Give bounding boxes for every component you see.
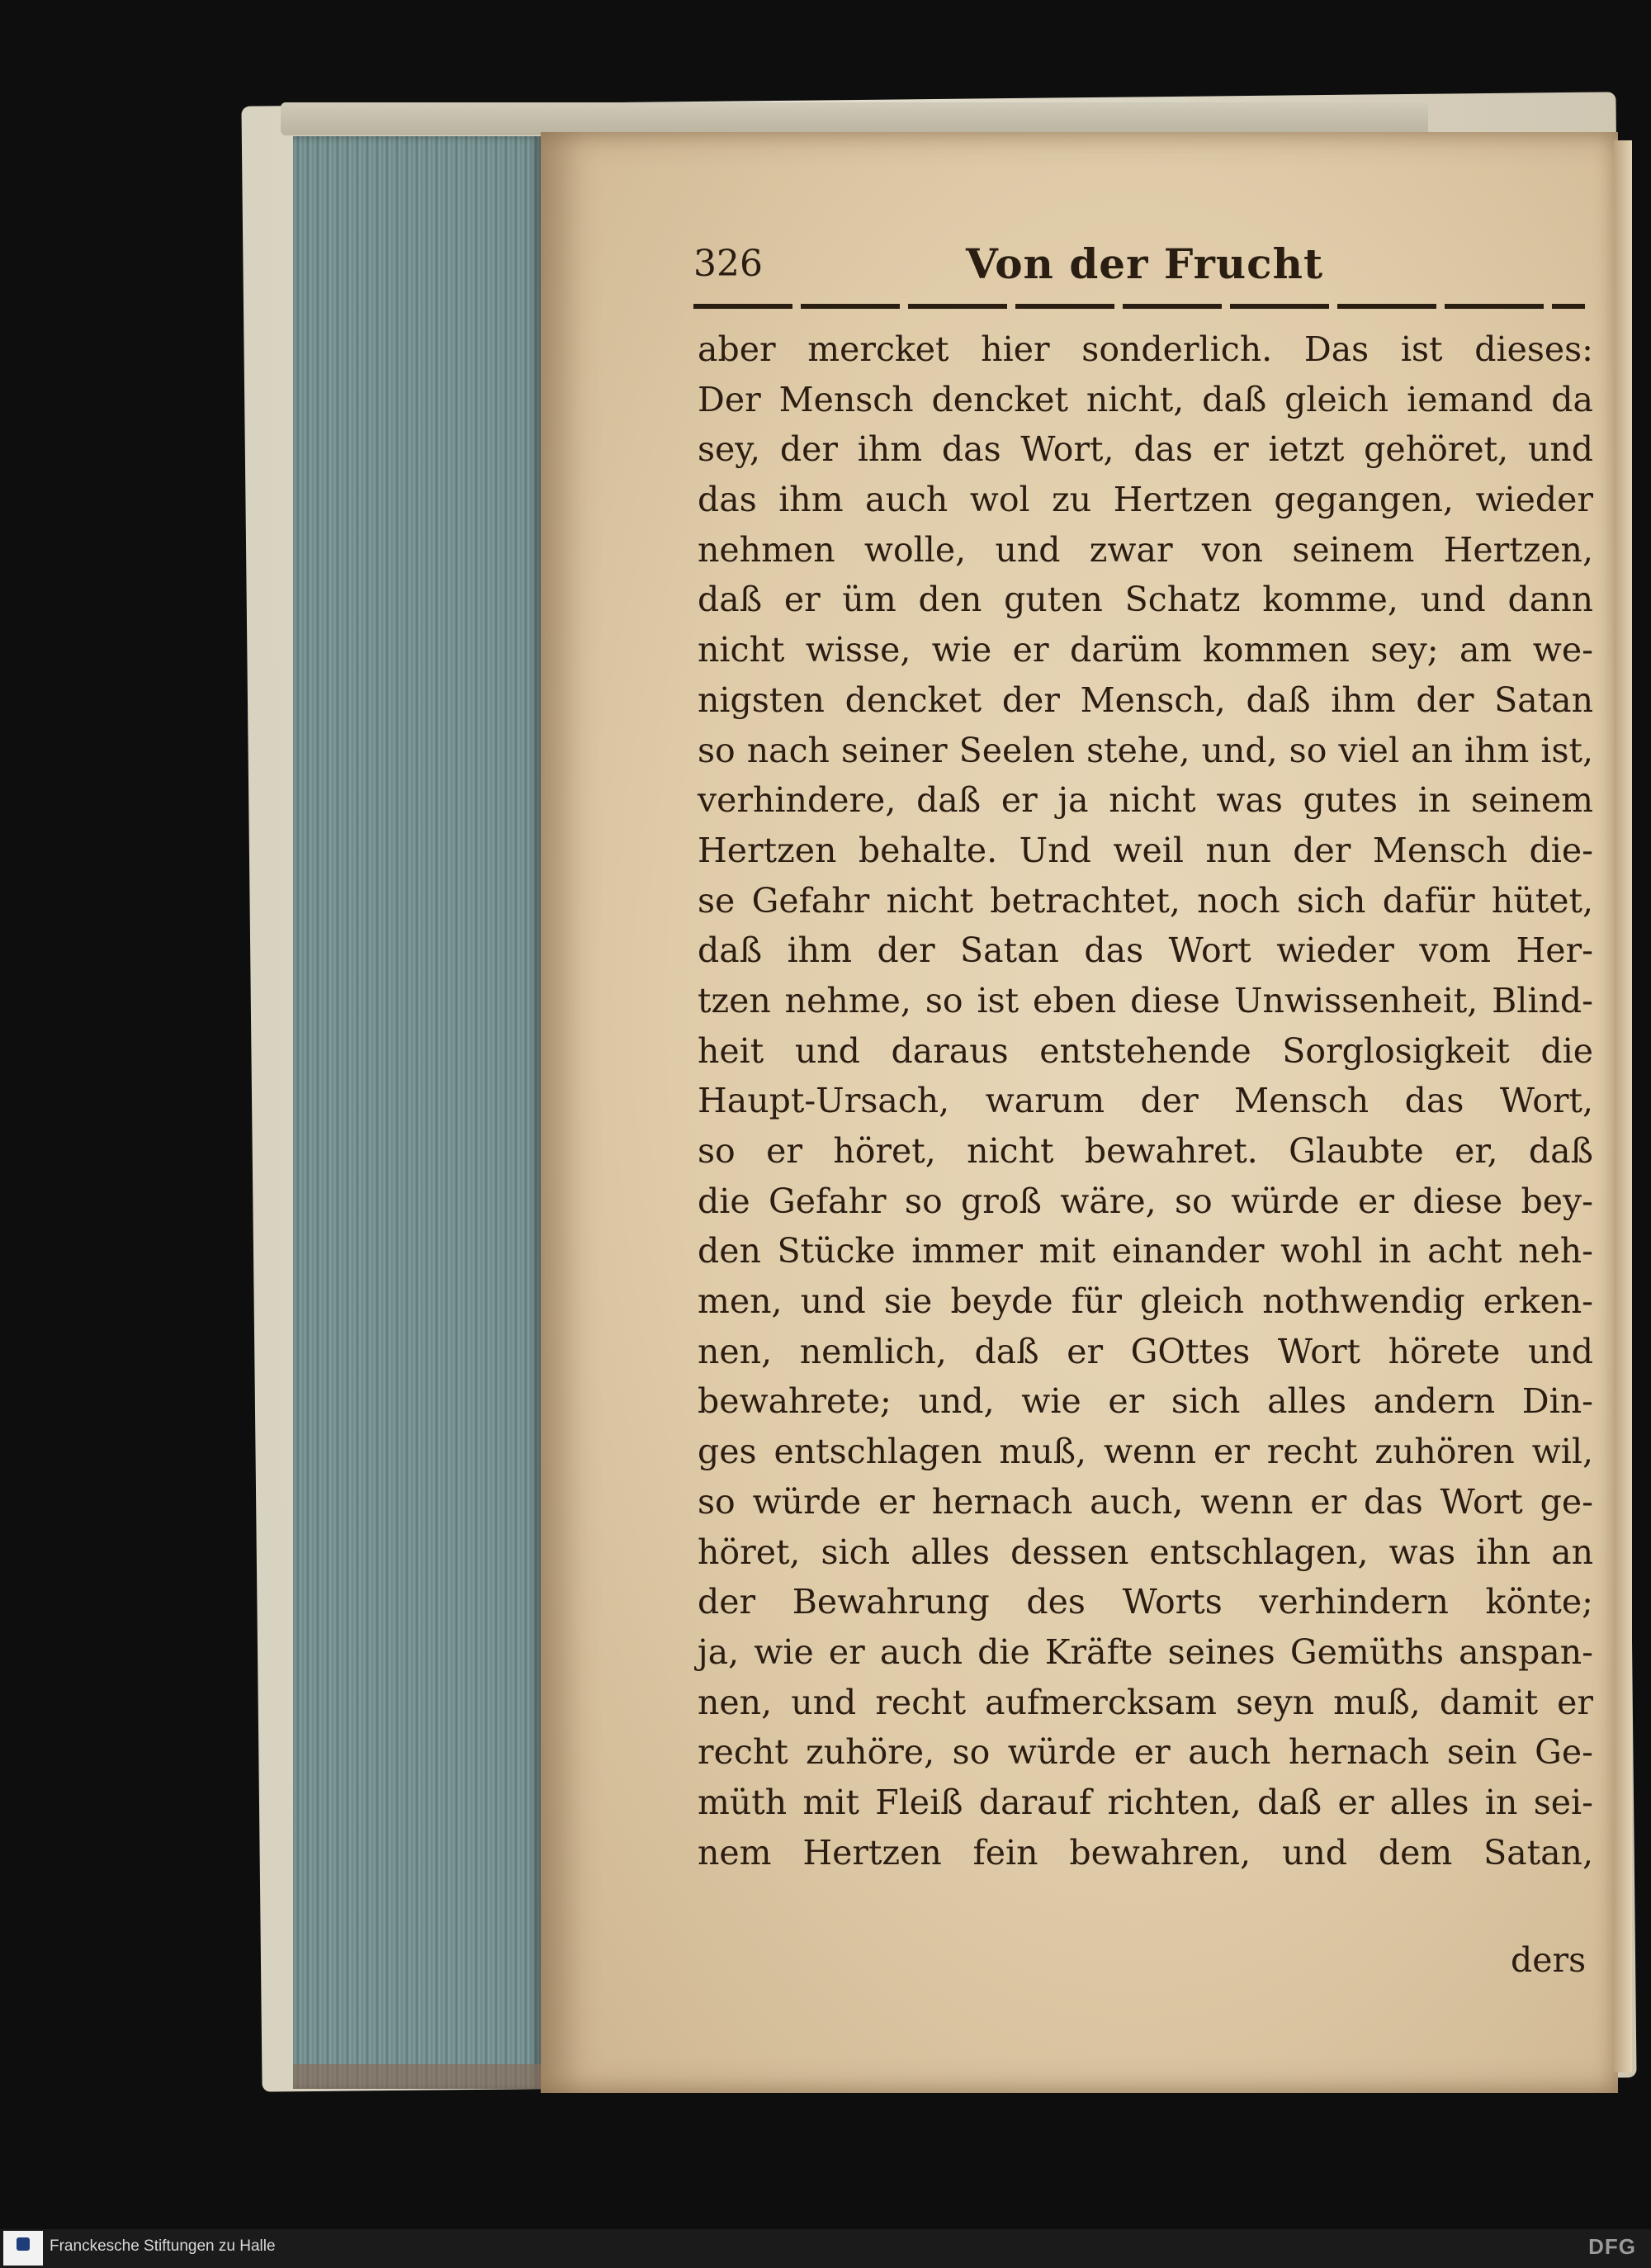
dfg-logo: DFG bbox=[1588, 2234, 1636, 2259]
text-line: tzen nehme, so ist eben diese Unwissenheit, Blind- bbox=[698, 980, 1593, 1020]
text-line: nen, und recht aufmercksam seyn muß, damit er bbox=[698, 1682, 1593, 1722]
text-line: so er höret, nicht bewahret. Glaubte er, daß bbox=[698, 1131, 1593, 1171]
page-number: 326 bbox=[693, 243, 763, 285]
institution-logo-icon bbox=[3, 2231, 43, 2266]
book-top-edge bbox=[281, 102, 1428, 135]
text-line: höret, sich alles dessen entschlagen, was ihn an bbox=[698, 1532, 1593, 1572]
page-body-text bbox=[698, 324, 1593, 1877]
text-line: müth mit Fleiß darauf richten, daß er alles in sei- bbox=[698, 1782, 1593, 1822]
text-line: ja, wie er auch die Kräfte seines Gemüths anspan- bbox=[698, 1631, 1593, 1672]
text-line: daß er üm den guten Schatz komme, und dann bbox=[698, 580, 1593, 620]
text-line: den Stücke immer mit einander wohl in acht neh- bbox=[698, 1231, 1593, 1271]
text-line: Hertzen behalte. Und weil nun der Mensch die- bbox=[698, 830, 1593, 870]
text-line: nehmen wolle, und zwar von seinem Hertzen, bbox=[698, 529, 1593, 570]
text-line: ges entschlagen muß, wenn er recht zuhören wil, bbox=[698, 1432, 1593, 1472]
text-line: nicht wisse, wie er darüm kommen sey; am we- bbox=[698, 630, 1593, 670]
text-line: verhindere, daß er ja nicht was gutes in seinem bbox=[698, 780, 1593, 821]
text-line: so nach seiner Seelen stehe, und, so viel an ihm ist, bbox=[698, 730, 1593, 770]
text-line: die Gefahr so groß wäre, so würde er diese bey- bbox=[698, 1181, 1593, 1221]
text-line: Haupt-Ursach, warum der Mensch das Wort, bbox=[698, 1081, 1593, 1121]
text-line: das ihm auch wol zu Hertzen gegangen, wieder bbox=[698, 480, 1593, 520]
text-line: bewahrete; und, wie er sich alles andern Din- bbox=[698, 1381, 1593, 1422]
text-line: nen, nemlich, daß er GOttes Wort hörete und bbox=[698, 1331, 1593, 1371]
text-line: Der Mensch dencket nicht, daß gleich iemand da bbox=[698, 379, 1593, 419]
text-line: heit und daraus entstehende Sorglosigkeit die bbox=[698, 1030, 1593, 1071]
text-line: so würde er hernach auch, wenn er das Wort ge- bbox=[698, 1481, 1593, 1522]
text-line: daß ihm der Satan das Wort wieder vom Her- bbox=[698, 930, 1593, 971]
page-right-edge bbox=[1614, 140, 1632, 2072]
text-line: aber mercket hier sonderlich. Das ist dieses: bbox=[698, 329, 1593, 369]
institution-name: Franckesche Stiftungen zu Halle bbox=[50, 2237, 276, 2255]
text-line: nigsten dencket der Mensch, daß ihm der Satan bbox=[698, 679, 1593, 720]
catchword: ders bbox=[1511, 1940, 1587, 1980]
text-line: se Gefahr nicht betrachtet, noch sich dafür hütet, bbox=[698, 880, 1593, 921]
page-block-bottom bbox=[293, 2064, 557, 2089]
text-line: der Bewahrung des Worts verhindern könte; bbox=[698, 1582, 1593, 1622]
text-line: men, und sie beyde für gleich nothwendig erken- bbox=[698, 1281, 1593, 1322]
text-line: sey, der ihm das Wort, das er ietzt gehöret, und bbox=[698, 429, 1593, 470]
running-head: Von der Frucht bbox=[966, 239, 1324, 288]
text-line: nem Hertzen fein bewahren, und dem Satan, bbox=[698, 1832, 1593, 1873]
page-block-edge bbox=[293, 136, 541, 2089]
header-rule bbox=[693, 304, 1585, 309]
page-header bbox=[693, 239, 1585, 297]
text-line: recht zuhöre, so würde er auch hernach sein Ge- bbox=[698, 1732, 1593, 1773]
